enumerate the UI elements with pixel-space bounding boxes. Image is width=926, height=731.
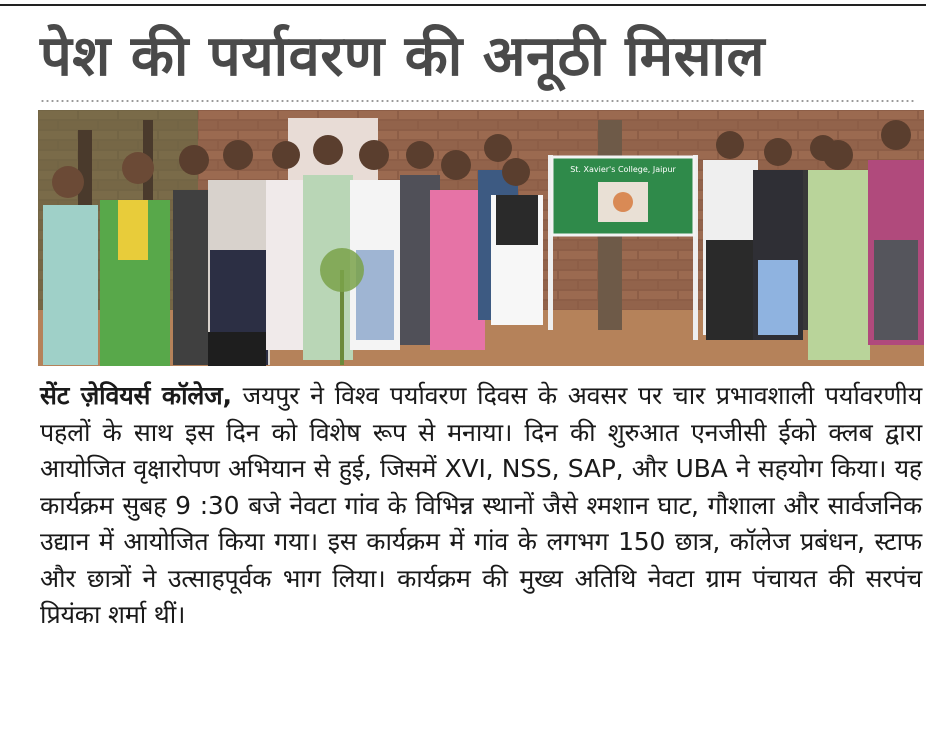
article-body-text: जयपुर ने विश्व पर्यावरण दिवस के अवसर पर चार प्रभावशाली पर्यावरणीय पहलों के साथ इस दिन को विशेष रूप से मनाया। दिन की शुरुआत एनजीसी ईको क्लब द्वारा आयोजित वृक्षारोपण अभियान से हुई, जिसमें XVI, NSS, SAP, और UBA ने सहयोग किया। यह कार्यक्रम सुबह 9 :30 बजे नेवटा गांव के विभिन्न स्थानों जैसे श्मशान घाट, गौशाला और सार्वजनिक उद्यान में आयोजित किया गया। इस कार्यक्रम में गांव के लगभग 150 छात्र, कॉलेज प्रबंधन, स्टाफ और छात्रों ने उत्साहपूर्वक भाग लिया। कार्यक्रम की मुख्य अतिथि नेवटा ग्राम पंचायत की सरपंच प्रियंका शर्मा थीं।: [40, 381, 922, 629]
signboard-text: St. Xavier's College, Jaipur: [570, 165, 676, 174]
dotted-divider: [40, 100, 916, 102]
group-photo-illustration: [38, 110, 924, 366]
article-headline: पेश की पर्यावरण की अनूठी मिसाल: [40, 24, 765, 89]
top-rule: [0, 4, 926, 6]
article-body: [40, 378, 922, 634]
article-lead: सेंट ज़ेवियर्स कॉलेज,: [40, 381, 232, 410]
news-photo: [38, 110, 924, 366]
